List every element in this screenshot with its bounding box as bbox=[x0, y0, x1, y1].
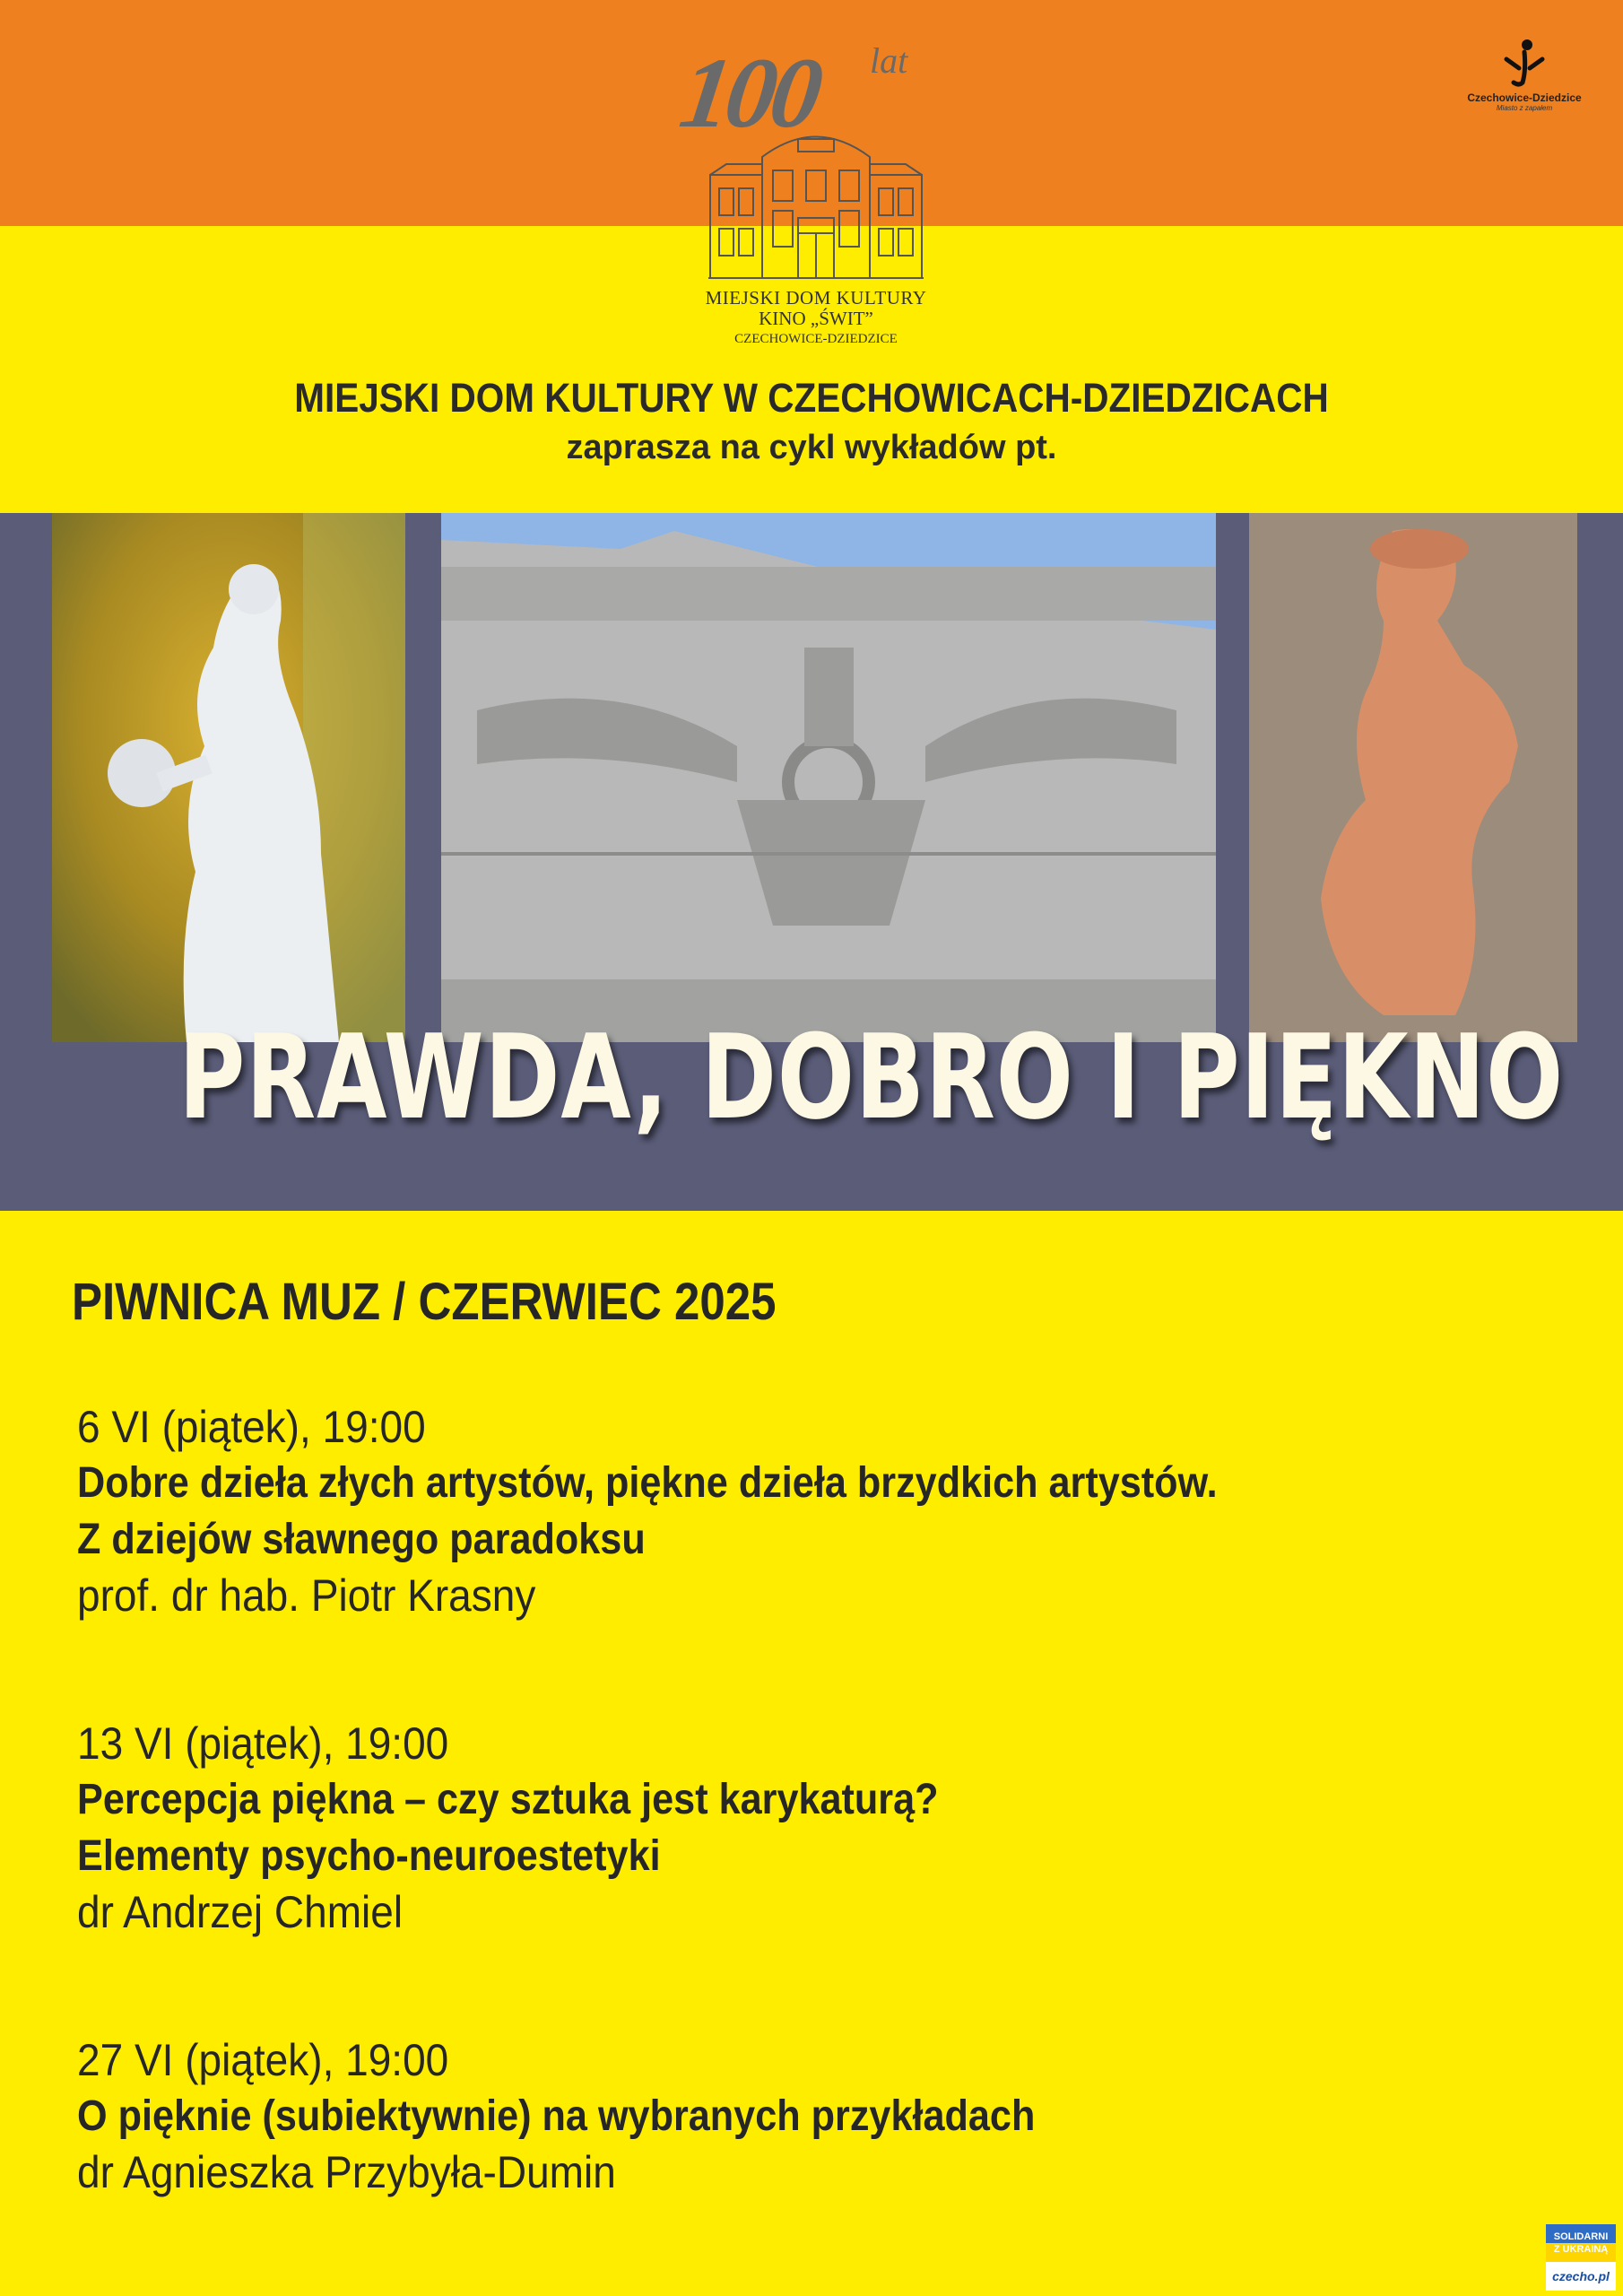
building-icon bbox=[708, 121, 924, 283]
mdk-logo bbox=[664, 36, 968, 359]
lecture-speaker: prof. dr hab. Piotr Krasny bbox=[77, 1570, 536, 1621]
ukraine-flag-badge bbox=[1546, 2224, 1616, 2262]
lecture-item bbox=[77, 1399, 1601, 1623]
city-logo-name: Czechowice-Dziedzice bbox=[1467, 91, 1582, 104]
lecture-title-line2: Elementy psycho-neuroestetyki bbox=[77, 1832, 661, 1880]
venue-date-heading: PIWNICA MUZ / CZERWIEC 2025 bbox=[72, 1273, 777, 1331]
logo-anniversary-word: lat bbox=[870, 40, 908, 81]
statue-image-left bbox=[52, 513, 405, 1042]
badge-line1: SOLIDARNI bbox=[1553, 2231, 1609, 2242]
organizer-heading: MIEJSKI DOM KULTURY W CZECHOWICACH-DZIEDZICACH bbox=[294, 375, 1329, 421]
solidarity-badge bbox=[1546, 2224, 1616, 2291]
lecture-date: 13 VI (piątek), 19:00 bbox=[77, 1718, 449, 1769]
statue-image-right bbox=[1249, 513, 1577, 1042]
logo-text-line2: KINO „ŚWIT” bbox=[759, 308, 873, 329]
site-logo: czecho.pl bbox=[1546, 2262, 1616, 2291]
lecture-date: 27 VI (piątek), 19:00 bbox=[77, 2035, 449, 2085]
lecture-title-line2: Z dziejów sławnego paradoksu bbox=[77, 1516, 646, 1563]
invite-subheading: zaprasza na cykl wykładów pt. bbox=[566, 429, 1057, 466]
lecture-speaker: dr Agnieszka Przybyła-Dumin bbox=[77, 2147, 616, 2197]
lecture-speaker: dr Andrzej Chmiel bbox=[77, 1887, 404, 1937]
lecture-item bbox=[77, 1716, 1601, 1940]
badge-line2: Z UKRAINĄ bbox=[1553, 2244, 1609, 2255]
event-title: PRAWDA, DOBRO I PIĘKNO bbox=[178, 1009, 1564, 1145]
lecture-item bbox=[77, 2032, 1601, 2200]
city-logo bbox=[1453, 36, 1596, 126]
lecture-date: 6 VI (piątek), 19:00 bbox=[77, 1402, 426, 1452]
logo-text-line3: CZECHOWICE-DZIEDZICE bbox=[734, 332, 898, 346]
lecture-title-line1: Percepcja piękna – czy sztuka jest karykaturą? bbox=[77, 1776, 939, 1823]
logo-text-line1: MIEJSKI DOM KULTURY bbox=[705, 287, 927, 309]
lecture-title-line1: Dobre dzieła złych artystów, piękne dzieła brzydkich artystów. bbox=[77, 1459, 1218, 1507]
city-logo-icon bbox=[1497, 36, 1551, 90]
city-logo-tagline: Miasto z zapałem bbox=[1496, 104, 1553, 112]
logo-anniversary-number: 100 bbox=[673, 38, 824, 149]
lecture-title-line1: O pięknie (subiektywnie) na wybranych przykładach bbox=[77, 2092, 1036, 2140]
relief-image-center bbox=[441, 513, 1216, 1042]
